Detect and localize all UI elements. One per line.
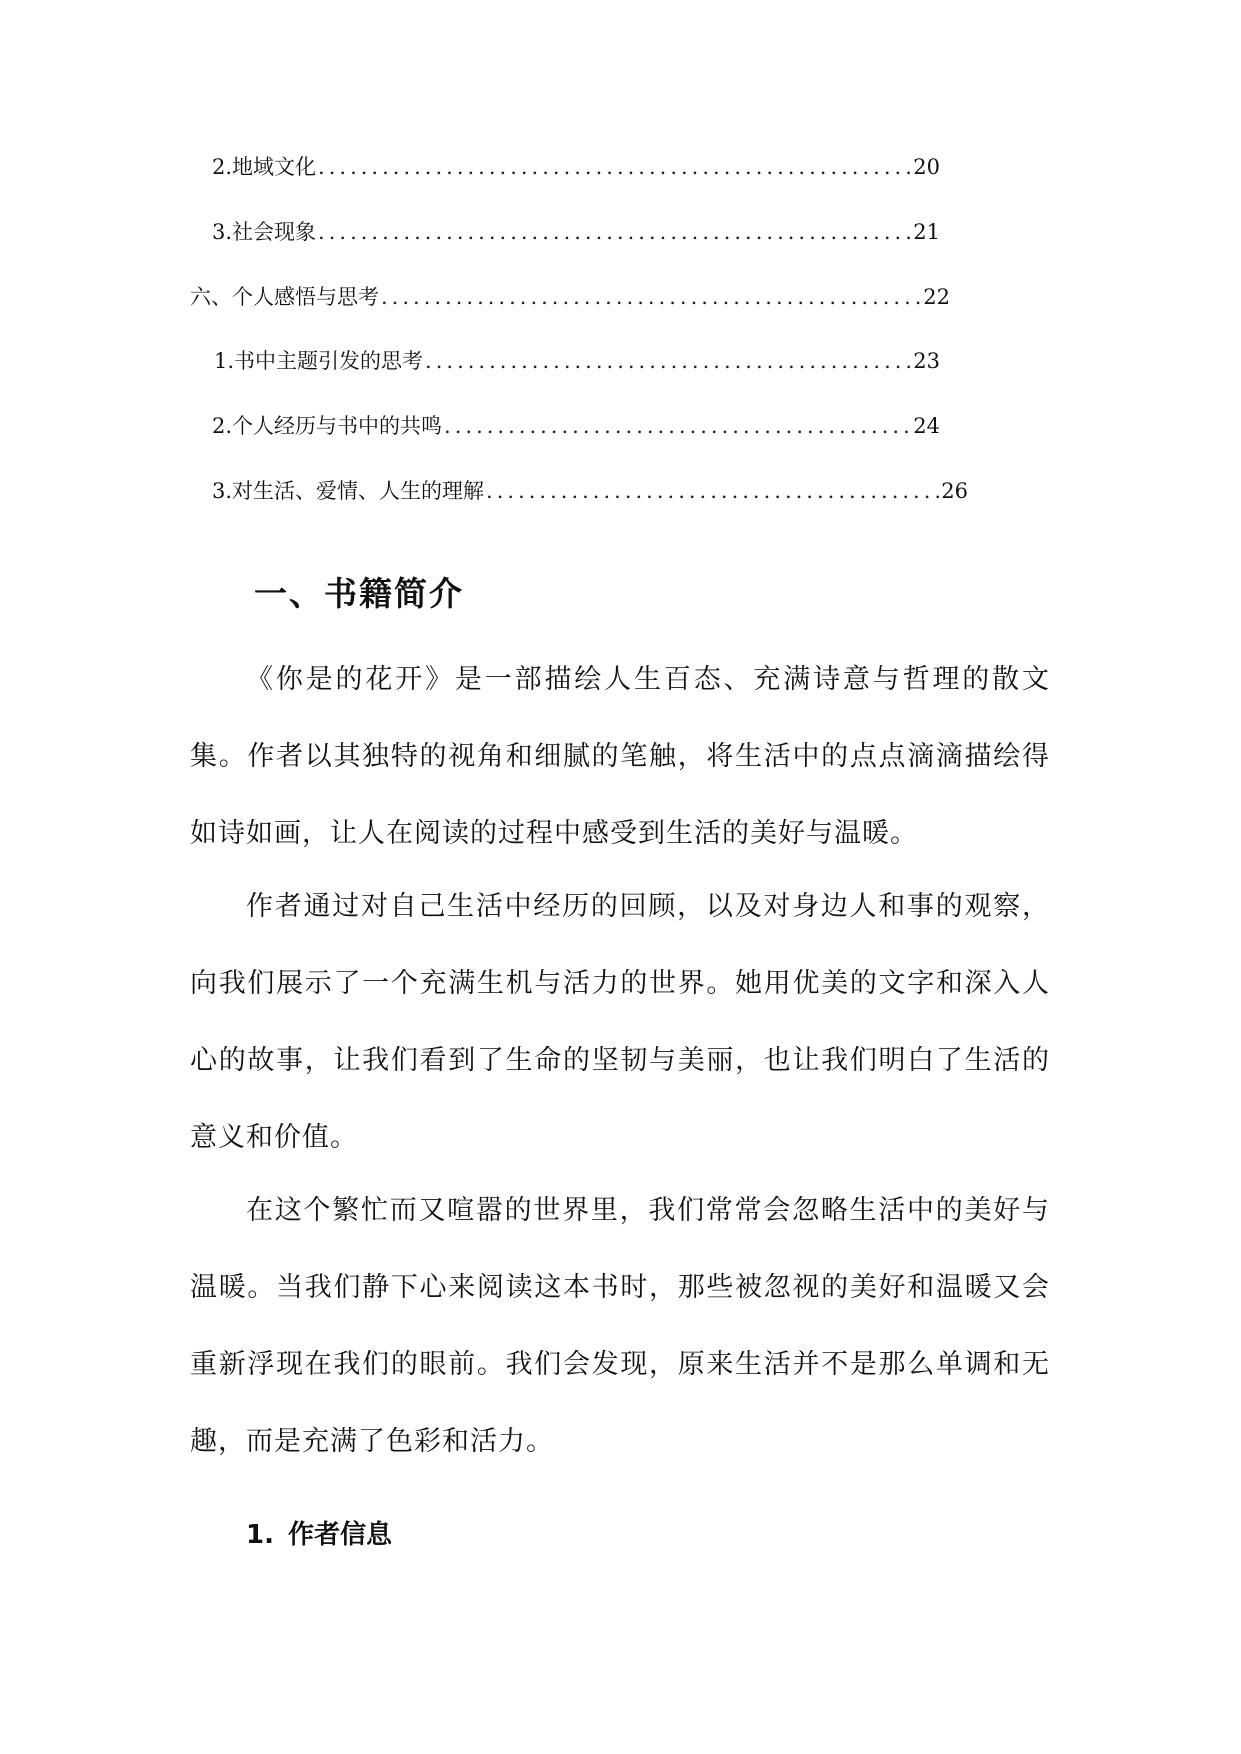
toc-leader-dots xyxy=(486,476,939,506)
toc-entry-number: 3. xyxy=(212,479,233,503)
toc-entry-title: 个人经历与书中的共鸣 xyxy=(232,414,443,438)
toc-leader-dots xyxy=(425,346,911,376)
toc-entry[interactable] xyxy=(212,476,968,506)
toc-entry[interactable] xyxy=(212,152,940,182)
toc-entry-page: 24 xyxy=(913,414,940,438)
toc-leader-dots xyxy=(381,282,921,312)
toc-entry-title: 地域文化 xyxy=(232,155,317,179)
body-paragraph: 在这个繁忙而又喧嚣的世界里，我们常常会忽略生活中的美好与温暖。当我们静下心来阅读这本书时，那些被忽视的美好和温暖又会重新浮现在我们的眼前。我们会发现，原来生活并不是那么单调和无趣，而是充满了色彩和活力。 xyxy=(190,1195,1050,1457)
toc-entry[interactable] xyxy=(190,282,950,312)
toc-leader-dots xyxy=(318,152,911,182)
toc-entry-page: 22 xyxy=(923,285,950,309)
toc-entry-page: 20 xyxy=(913,155,940,179)
toc-entry[interactable] xyxy=(214,346,940,376)
toc-leader-dots xyxy=(444,411,911,441)
toc-entry[interactable] xyxy=(212,217,940,247)
body-paragraph: 作者通过对自己生活中经历的回顾，以及对身边人和事的观察，向我们展示了一个充满生机与活力的世界。她用优美的文字和深入人心的故事，让我们看到了生命的坚韧与美丽，也让我们明白了生活的意义和价值。 xyxy=(190,891,1050,1153)
toc-entry-number: 3. xyxy=(212,220,233,244)
subsection-title: 作者信息 xyxy=(287,1520,392,1550)
toc-entry-title: 六、个人感悟与思考 xyxy=(190,285,379,309)
toc-entry-page: 23 xyxy=(913,349,940,373)
body-paragraph: 《你是的花开》是一部描绘人生百态、充满诗意与哲理的散文集。作者以其独特的视角和细腻的笔触，将生活中的点点滴滴描绘得如诗如画，让人在阅读的过程中感受到生活的美好与温暖。 xyxy=(190,664,1050,849)
toc-entry-page: 21 xyxy=(913,220,940,244)
toc-leader-dots xyxy=(318,217,911,247)
section-heading: 一、书籍简介 xyxy=(254,574,464,613)
toc-entry-number: 2. xyxy=(212,414,233,438)
toc-entry[interactable] xyxy=(212,411,940,441)
toc-entry-number: 2. xyxy=(212,155,233,179)
toc-entry-title: 对生活、爱情、人生的理解 xyxy=(232,479,485,503)
toc-entry-title: 书中主题引发的思考 xyxy=(234,349,424,373)
subsection-number: 1. xyxy=(246,1520,274,1550)
toc-entry-page: 26 xyxy=(941,479,968,503)
toc-entry-number: 1. xyxy=(214,349,235,373)
toc-entry-title: 社会现象 xyxy=(232,220,317,244)
subsection-heading xyxy=(246,1514,392,1551)
